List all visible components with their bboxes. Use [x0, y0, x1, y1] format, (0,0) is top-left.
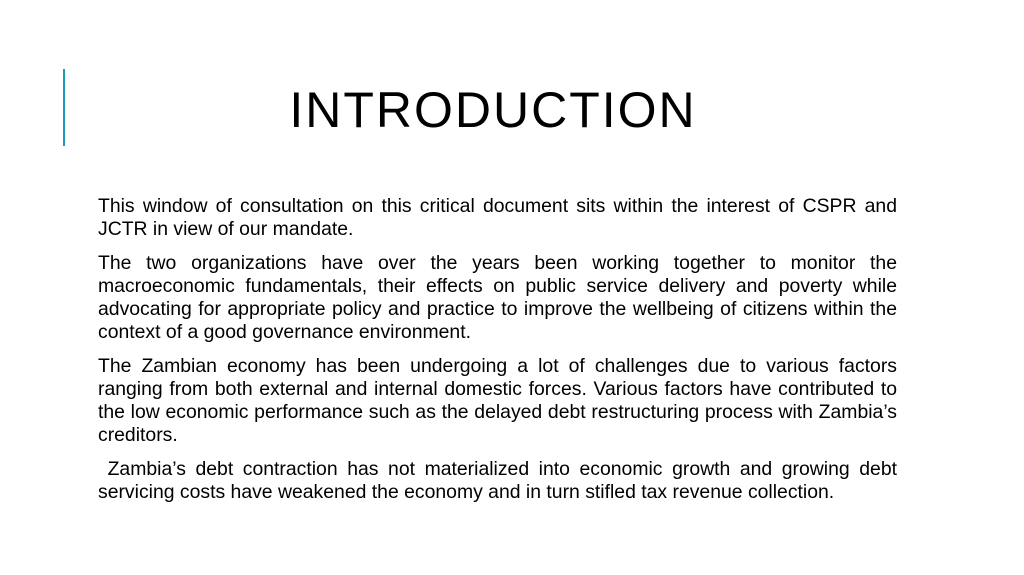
paragraph-debt-contraction: Zambia’s debt contraction has not materialized into economic growth and growing debt servicing costs have weakened the economy and in turn stifled tax revenue collection. [98, 458, 903, 503]
slide-body [98, 195, 903, 515]
paragraph-economy-challenges: The Zambian economy has been undergoing a lot of challenges due to various factors ranging from both external and internal domestic forces. Various factors have contributed to the low economic performance such as the delayed debt restructuring process with Zambia’s creditors. [98, 355, 897, 446]
paragraph-consultation: This window of consultation on this critical document sits within the interest of CSPR and JCTR in view of our mandate. [98, 195, 897, 240]
paragraph-organizations: The two organizations have over the years been working together to monitor the macroeconomic fundamentals, their effects on public service delivery and poverty while advocating for appropriate policy and practice to improve the wellbeing of citizens within the context of a good governance environment. [98, 252, 897, 343]
slide-title: INTRODUCTION [289, 82, 697, 138]
